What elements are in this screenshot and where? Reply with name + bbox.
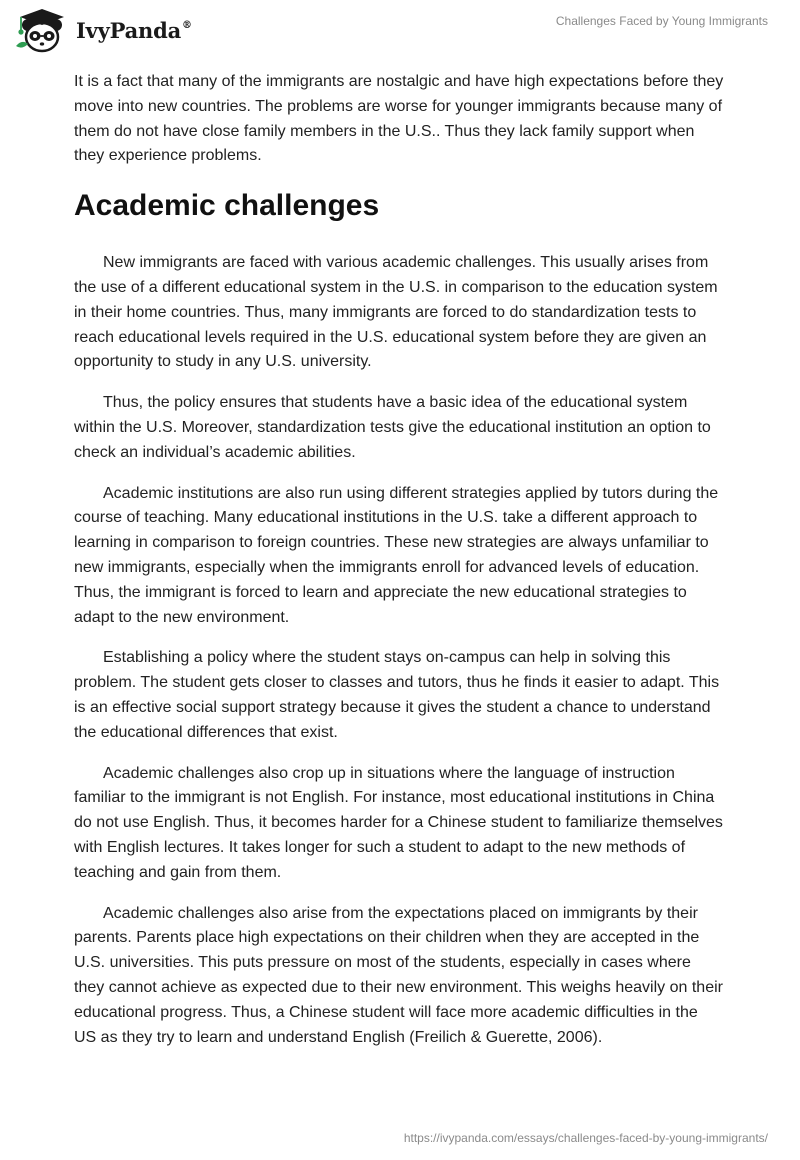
source-url-link[interactable]: https://ivypanda.com/essays/challenges-faced-by-young-immigrants/ — [403, 1131, 768, 1145]
ivypanda-logo[interactable] — [14, 6, 192, 56]
body-paragraph: Academic institutions are also run using different strategies applied by tutors during the course of teaching. Many educational institutions in the U.S. take a different approach to learning in comparison to foreign countries. These new strategies are always unfamiliar to new immigrants, especially when the immigrants enroll for advanced levels of education. Thus, the immigrant is forced to learn and appreciate the new educational strategies to adapt to the new environment. — [74, 484, 719, 626]
body-paragraph: Establishing a policy where the student stays on-campus can help in solving this problem. The student gets closer to classes and tutors, thus he finds it easier to adapt. This is an effective social support strategy because it gives the student a chance to understand the educational differences that exist. — [74, 649, 720, 741]
body-paragraph: Thus, the policy ensures that students have a basic idea of the educational system within the U.S. Moreover, standardization tests give the educational institution an option to check an individual’s academic abilities. — [74, 394, 711, 461]
document-title: Challenges Faced by Young Immigrants — [555, 14, 768, 28]
brand-label: IvyPanda — [76, 17, 182, 43]
section-heading: Academic challenges — [74, 189, 380, 223]
intro-paragraph: It is a fact that many of the immigrants are nostalgic and have high expectations before they move into new countries. The problems are worse for younger immigrants because many of them do not have close family members in the U.S.. Thus they lack family support when they experience problems. — [74, 73, 724, 165]
panda-graduate-icon — [14, 6, 72, 56]
body-paragraph: New immigrants are faced with various academic challenges. This usually arises from the use of a different educational system in the U.S. in comparison to the education system in their home countries. Thus, many immigrants are forced to do standardization tests to reach educational levels required in the U.S. educational system before they are given an opportunity to study in any U.S. university. — [74, 254, 718, 371]
page-header — [0, 0, 800, 60]
brand-name — [76, 18, 192, 43]
registered-mark: ® — [182, 19, 192, 31]
body-paragraph: Academic challenges also arise from the expectations placed on immigrants by their parents. Parents place high expectations on their children when they are accepted in the U.S. universities. This puts pressure on most of the students, especially in cases where they cannot achieve as expected due to their new environment. This weighs heavily on their educational progress. Thus, a Chinese student will face more academic difficulties in the US as they try to learn and understand English (Freilich & Guerette, 2006). — [74, 904, 723, 1046]
body-paragraph: Academic challenges also crop up in situations where the language of instruction familiar to the immigrant is not English. For instance, most educational institutions in China do not use English. Thus, it becomes harder for a Chinese student to familiarize themselves with English lectures. It takes longer for such a student to adapt to the new methods of teaching and gain from them. — [74, 764, 723, 881]
essay-body — [74, 70, 724, 1066]
